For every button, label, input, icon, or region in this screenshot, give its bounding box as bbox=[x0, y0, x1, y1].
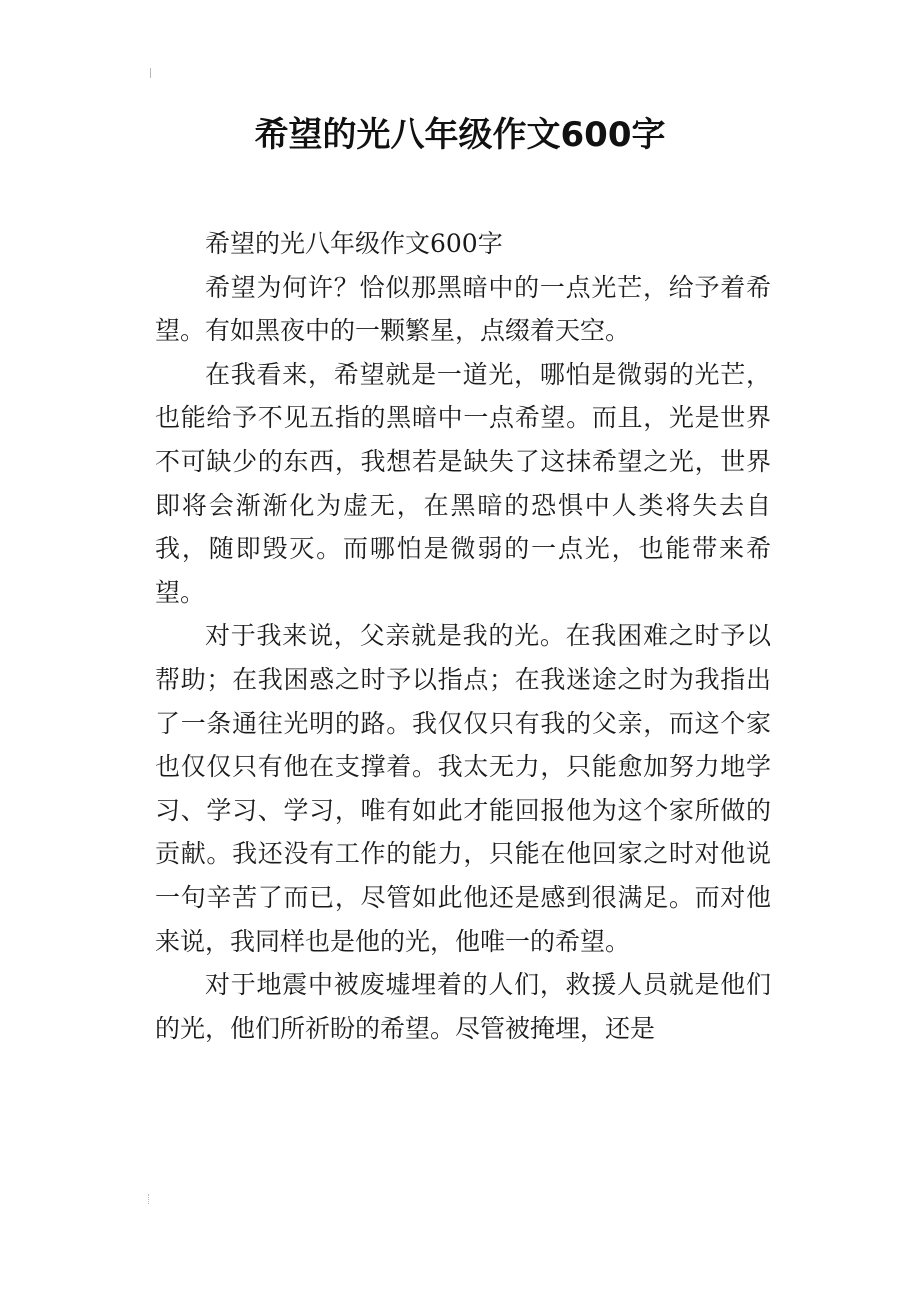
paragraph-subtitle: 希望的光八年级作文600字 bbox=[205, 229, 503, 258]
document-body bbox=[155, 222, 771, 1050]
paragraph-2: 在我看来，希望就是一道光，哪怕是微弱的光芒，也能给予不见五指的黑暗中一点希望。而且，光是世界不可缺少的东西，我想若是缺失了这抹希望之光，世界即将会渐渐化为虚无，在黑暗的恐惧中人类将失去自我，随即毁灭。而哪怕是微弱的一点光，也能带来希望。 bbox=[155, 359, 771, 607]
paragraph-4: 对于地震中被废墟埋着的人们，救援人员就是他们的光，他们所祈盼的希望。尽管被掩埋，还是 bbox=[155, 970, 771, 1043]
paragraph-3: 对于我来说，父亲就是我的光。在我困难之时予以帮助；在我困惑之时予以指点；在我迷途之时为我指出了一条通往光明的路。我仅仅只有我的父亲，而这个家也仅仅只有他在支撑着。我太无力，只能愈加努力地学习、学习、学习，唯有如此才能回报他为这个家所做的贡献。我还没有工作的能力，只能在他回家之时对他说一句辛苦了而已，尽管如此他还是感到很满足。而对他来说，我同样也是他的光，他唯一的希望。 bbox=[155, 621, 771, 956]
top-corner-mark bbox=[150, 68, 157, 78]
document-title: 希望的光八年级作文600字 bbox=[254, 115, 666, 155]
paragraph-1: 希望为何许？恰似那黑暗中的一点光芒，给予着希望。有如黑夜中的一颗繁星，点缀着天空。 bbox=[155, 272, 771, 346]
bottom-corner-mark bbox=[148, 1194, 155, 1204]
